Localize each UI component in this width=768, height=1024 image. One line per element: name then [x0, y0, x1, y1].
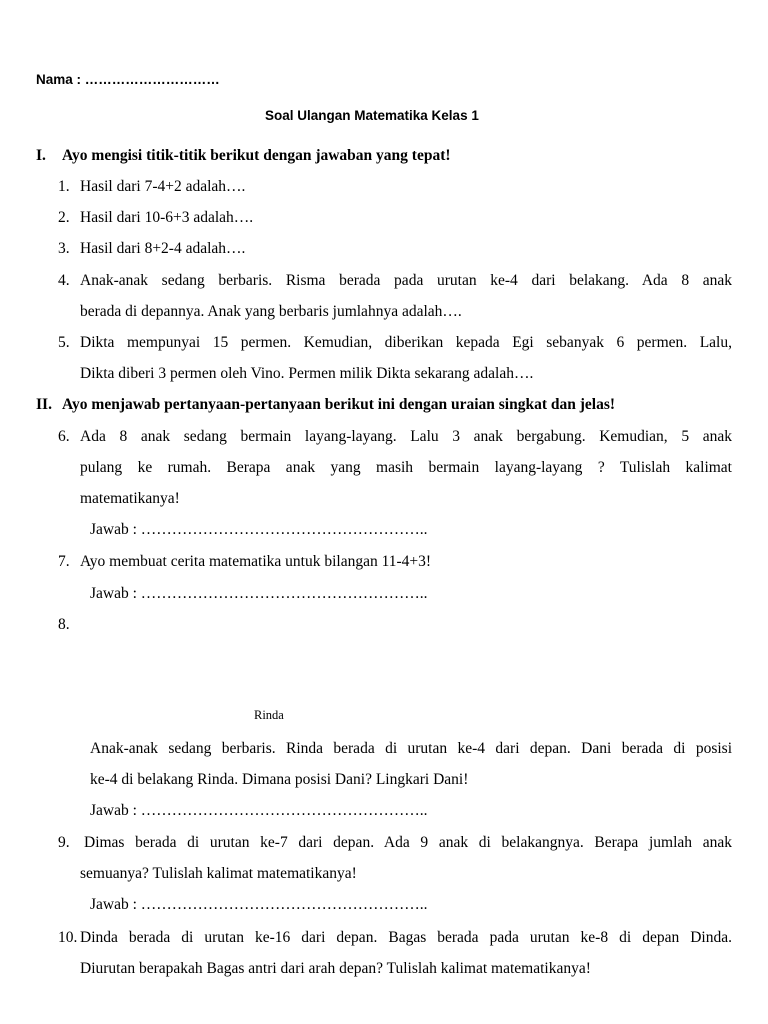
question-text: Diurutan berapakah Bagas antri dari arah depan? Tulislah kalimat matematikanya!: [80, 960, 591, 977]
name-field: Nama : …………………………: [36, 72, 220, 87]
question-text: Dikta diberi 3 permen oleh Vino. Permen milik Dikta sekarang adalah….: [80, 365, 534, 382]
question-text: Hasil dari 10-6+3 adalah….: [80, 209, 254, 226]
question-number: 7.: [58, 553, 70, 570]
question-text: pulang ke rumah. Berapa anak yang masih bermain layang-layang ? Tulislah kalimat: [80, 459, 732, 476]
question-text: Dimas berada di urutan ke-7 dari depan. Ada 9 anak di belakangnya. Berapa jumlah anak: [84, 834, 732, 851]
section-1-numeral: I.: [36, 147, 46, 164]
page-title: Soal Ulangan Matematika Kelas 1: [265, 108, 479, 123]
question-text: Hasil dari 7-4+2 adalah….: [80, 178, 246, 195]
question-text: matematikanya!: [80, 490, 180, 507]
question-number: 1.: [58, 178, 70, 195]
question-number: 5.: [58, 334, 70, 351]
question-text: semuanya? Tulislah kalimat matematikanya!: [80, 865, 357, 882]
question-text: Anak-anak sedang berbaris. Risma berada pada urutan ke-4 dari belakang. Ada 8 anak: [80, 272, 732, 289]
question-number: 10.: [58, 929, 78, 946]
question-text: Ayo membuat cerita matematika untuk bilangan 11-4+3!: [80, 553, 432, 570]
question-text: Hasil dari 8+2-4 adalah….: [80, 240, 246, 257]
section-2-numeral: II.: [36, 396, 52, 413]
question-number: 2.: [58, 209, 70, 226]
question-number: 4.: [58, 272, 70, 289]
question-number: 3.: [58, 240, 70, 257]
answer-line: Jawab : ………………………………………………..: [90, 896, 428, 913]
section-1-heading: Ayo mengisi titik-titik berikut dengan jawaban yang tepat!: [62, 147, 451, 164]
answer-line: Jawab : ………………………………………………..: [90, 521, 428, 538]
answer-line: Jawab : ………………………………………………..: [90, 585, 428, 602]
picture-label: Rinda: [254, 708, 284, 722]
question-text: berada di depannya. Anak yang berbaris jumlahnya adalah….: [80, 303, 462, 320]
question-text: Dinda berada di urutan ke-16 dari depan. Bagas berada pada urutan ke-8 di depan Dinda.: [80, 929, 732, 946]
question-text: ke-4 di belakang Rinda. Dimana posisi Dani? Lingkari Dani!: [90, 771, 469, 788]
question-number: 8.: [58, 616, 70, 633]
question-text: Anak-anak sedang berbaris. Rinda berada di urutan ke-4 dari depan. Dani berada di posisi: [90, 740, 732, 757]
question-text: Dikta mempunyai 15 permen. Kemudian, diberikan kepada Egi sebanyak 6 permen. Lalu,: [80, 334, 732, 351]
question-number: 9.: [58, 834, 70, 851]
question-number: 6.: [58, 428, 70, 445]
children-queue-illustration: [86, 604, 438, 704]
section-2-heading: Ayo menjawab pertanyaan-pertanyaan berikut ini dengan uraian singkat dan jelas!: [62, 396, 616, 413]
answer-line: Jawab : ………………………………………………..: [90, 802, 428, 819]
question-text: Ada 8 anak sedang bermain layang-layang. Lalu 3 anak bergabung. Kemudian, 5 anak: [80, 428, 732, 445]
